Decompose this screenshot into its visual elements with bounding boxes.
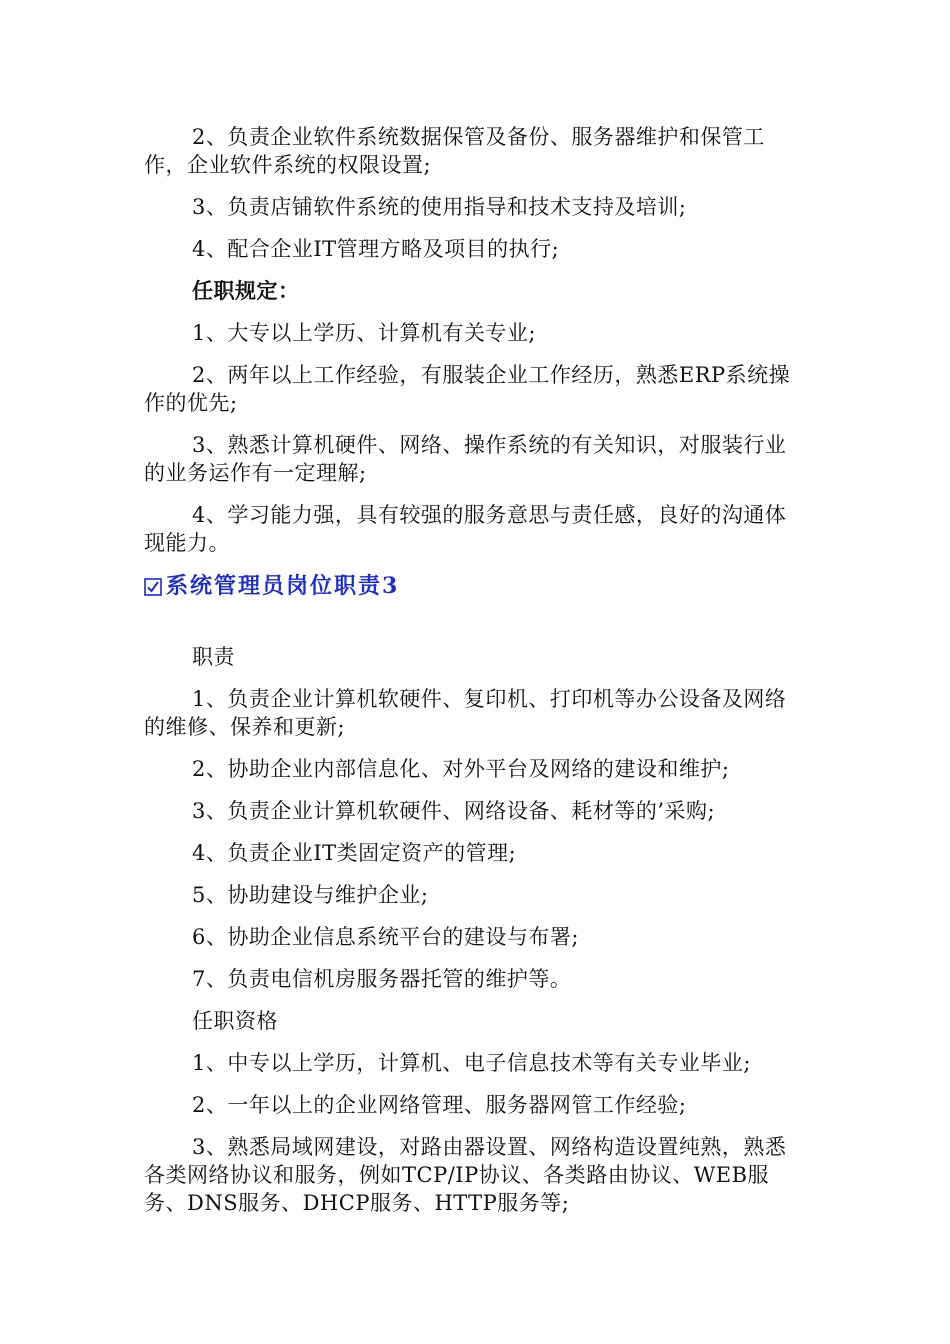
qualification-item-1: 1、中专以上学历，计算机、电子信息技术等有关专业毕业; bbox=[192, 1051, 751, 1075]
duties-item-5: 5、协助建设与维护企业; bbox=[192, 883, 429, 907]
duties-item-7: 7、负责电信机房服务器托管的维护等。 bbox=[192, 967, 572, 991]
requirement-item-1: 1、大专以上学历、计算机有关专业; bbox=[192, 321, 536, 345]
duties-item-4: 4、负责企业IT类固定资产的管理; bbox=[192, 841, 517, 865]
duty-item-3: 3、负责店铺软件系统的使用指导和技术支持及培训; bbox=[192, 195, 687, 219]
duty-item-4: 4、配合企业IT管理方略及项目的执行; bbox=[192, 237, 560, 261]
section-heading bbox=[144, 571, 806, 601]
requirements-label: 任职规定： bbox=[192, 278, 300, 303]
section-heading-title: 系统管理员岗位职责3 bbox=[166, 573, 400, 599]
requirement-item-2: 2、两年以上工作经验，有服装企业工作经历，熟悉ERP系统操作的优先; bbox=[144, 363, 791, 415]
duties-item-3: 3、负责企业计算机软硬件、网络设备、耗材等的’采购; bbox=[192, 799, 716, 823]
duties-item-6: 6、协助企业信息系统平台的建设与布署; bbox=[192, 925, 579, 949]
duties-label: 职责 bbox=[192, 645, 235, 669]
requirement-item-3: 3、熟悉计算机硬件、网络、操作系统的有关知识，对服装行业的业务运作有一定理解; bbox=[144, 433, 787, 485]
qualification-item-3: 3、熟悉局域网建设，对路由器设置、网络构造设置纯熟，熟悉各类网络协议和服务，例如TCP/IP协议、各类路由协议、WEB服务、DNS服务、DHCP服务、HTTP服务等; bbox=[144, 1135, 787, 1215]
duties-item-1: 1、负责企业计算机软硬件、复印机、打印机等办公设备及网络的维修、保养和更新; bbox=[144, 687, 787, 739]
requirement-item-4: 4、学习能力强，具有较强的服务意思与责任感，良好的沟通体现能力。 bbox=[144, 503, 787, 555]
duties-item-2: 2、协助企业内部信息化、对外平台及网络的建设和维护; bbox=[192, 757, 730, 781]
duty-item-2: 2、负责企业软件系统数据保管及备份、服务器维护和保管工作，企业软件系统的权限设置; bbox=[144, 125, 765, 177]
checkbox-checked-icon bbox=[144, 578, 162, 596]
qualification-item-2: 2、一年以上的企业网络管理、服务器网管工作经验; bbox=[192, 1093, 687, 1117]
qualifications-label: 任职资格 bbox=[192, 1009, 278, 1033]
